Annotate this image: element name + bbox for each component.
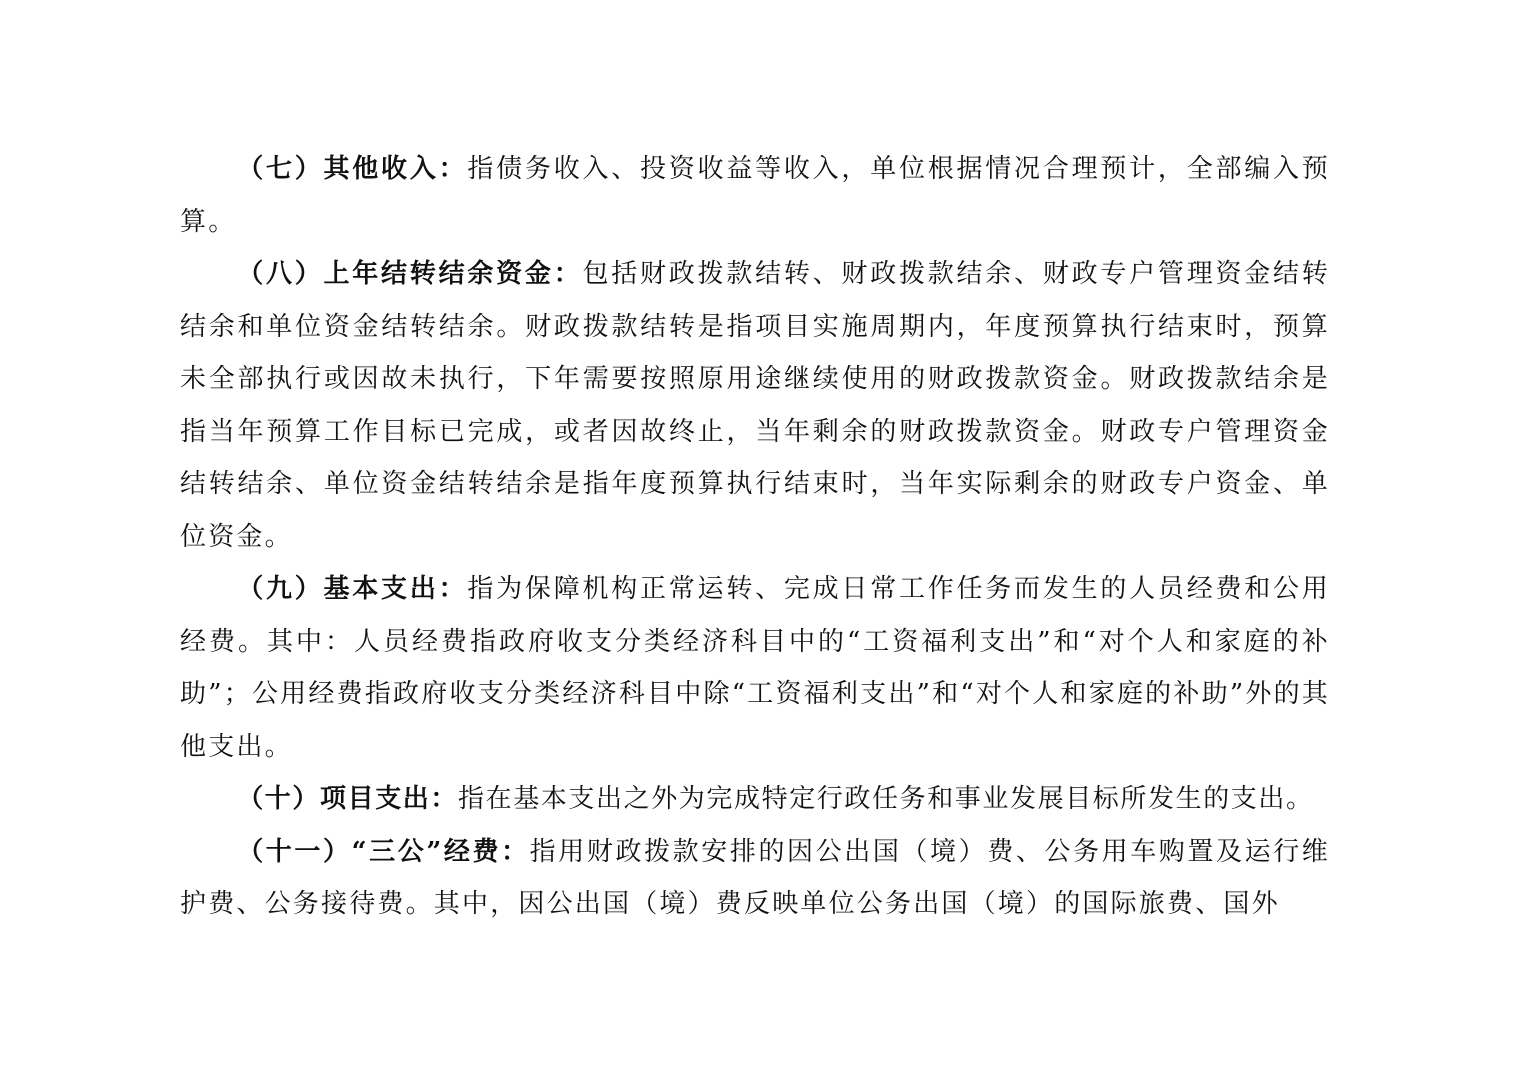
paragraph-carryover-funds [180, 248, 1330, 563]
paragraph-other-income [180, 143, 1330, 248]
paragraph-body: 指债务收入、投资收益等收入，单位根据情况合理预计，全部编入预算。 [180, 154, 1330, 237]
paragraph-three-public-expenses [180, 826, 1330, 931]
paragraph-heading: （十）项目支出： [237, 784, 458, 814]
paragraph-heading: （十一）“三公”经费： [237, 836, 530, 867]
document-page [180, 143, 1330, 931]
paragraph-body: 包括财政拨款结转、财政拨款结余、财政专户管理资金结转结余和单位资金结转结余。财政拨款结转是指项目实施周期内，年度预算执行结束时，预算未全部执行或因故未执行，下年需要按照原用途继续使用的财政拨款资金。财政拨款结余是指当年预算工作目标已完成，或者因故终止，当年剩余的财政拨款资金。财政专户管理资金结转结余、单位资金结转结余是指年度预算执行结束时，当年实际剩余的财政专户资金、单位资金。 [180, 259, 1330, 552]
paragraph-basic-expenditure [180, 563, 1330, 773]
paragraph-body: 指为保障机构正常运转、完成日常工作任务而发生的人员经费和公用经费。其中：人员经费指政府收支分类经济科目中的“工资福利支出”和“对个人和家庭的补助”；公用经费指政府收支分类经济科目中除“工资福利支出”和“对个人和家庭的补助”外的其他支出。 [180, 574, 1330, 762]
paragraph-heading: （八）上年结转结余资金： [237, 259, 583, 289]
paragraph-project-expenditure [180, 773, 1330, 826]
paragraph-body: 指用财政拨款安排的因公出国（境）费、公务用车购置及运行维护费、公务接待费。其中，因公出国（境）费反映单位公务出国（境）的国际旅费、国外 [180, 836, 1330, 919]
paragraph-body: 指在基本支出之外为完成特定行政任务和事业发展目标所发生的支出。 [458, 784, 1314, 814]
paragraph-heading: （九）基本支出： [237, 574, 468, 604]
paragraph-heading: （七）其他收入： [237, 154, 468, 184]
